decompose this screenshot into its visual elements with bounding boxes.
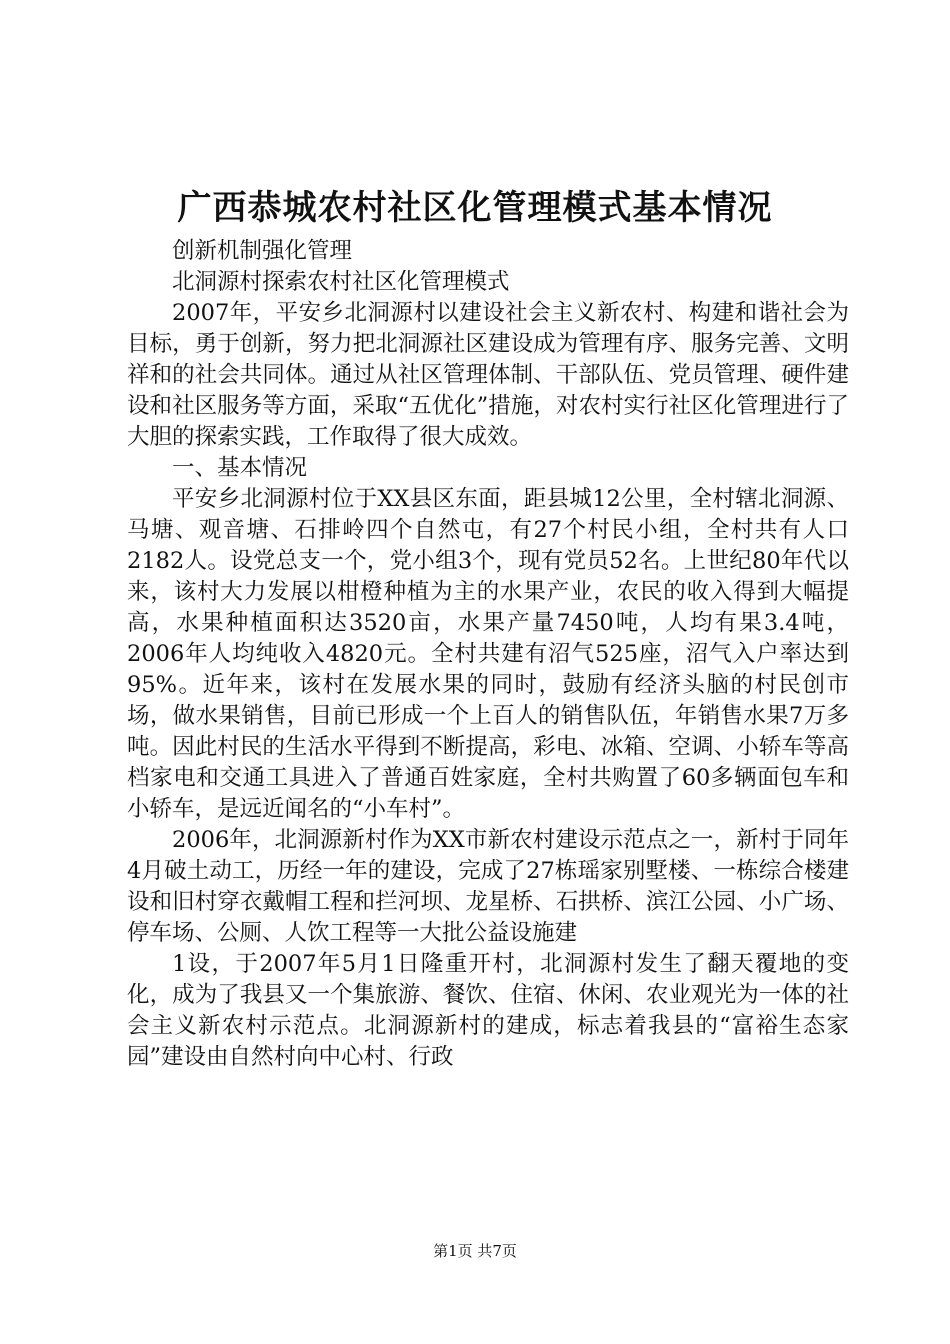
paragraph-opening: 1设，于2007年5月1日隆重开村，北洞源村发生了翻天覆地的变化，成为了我县又一个集旅游、餐饮、住宿、休闲、农业观光为一体的社会主义新农村示范点。北洞源新村的建成，标志着我县的“富裕生态家园”建设由自然村向中心村、行政	[127, 951, 849, 1070]
paragraph-intro: 2007年，平安乡北洞源村以建设社会主义新农村、构建和谐社会为目标，勇于创新，努力把北洞源社区建设成为管理有序、服务完善、文明祥和的社会共同体。通过从社区管理体制、干部队伍、党员管理、硬件建设和社区服务等方面，采取“五优化”措施，对农村实行社区化管理进行了大胆的探索实践，工作取得了很大成效。	[127, 300, 849, 450]
section-heading-basic: 一、基本情况	[172, 455, 308, 481]
subtitle-1: 创新机制强化管理	[172, 238, 353, 264]
subtitle-2: 北洞源村探索农村社区化管理模式	[172, 269, 510, 295]
paragraph-basic-info: 平安乡北洞源村位于XX县区东面，距县城12公里，全村辖北洞源、马塘、观音塘、石排岭四个自然屯，有27个村民小组，全村共有人口2182人。设党总支一个，党小组3个，现有党员52名。上世纪80年代以来，该村大力发展以柑橙种植为主的水果产业，农民的收入得到大幅提高，水果种植面积达3520亩，水果产量7450吨，人均有果3.4吨，2006年人均纯收入4820元。全村共建有沼气525座，沼气入户率达到95%。近年来，该村在发展水果的同时，鼓励有经济头脑的村民创市场，做水果销售，目前已形成一个上百人的销售队伍，年销售水果7万多吨。因此村民的生活水平得到不断提高，彩电、冰箱、空调、小轿车等高档家电和交通工具进入了普通百姓家庭，全村共购置了60多辆面包车和小轿车，是远近闻名的“小车村”。	[127, 486, 849, 822]
document-title: 广西恭城农村社区化管理模式基本情况	[177, 188, 773, 228]
document-body	[127, 236, 849, 1073]
paragraph-2006: 2006年，北洞源新村作为XX市新农村建设示范点之一，新村于同年4月破土动工，历经一年的建设，完成了27栋瑶家别墅楼、一栋综合楼建设和旧村穿衣戴帽工程和拦河坝、龙星桥、石拱桥、滨江公园、小广场、停车场、公厕、人饮工程等一大批公益设施建	[127, 827, 849, 946]
page-footer: 第1页 共7页	[433, 1242, 517, 1260]
